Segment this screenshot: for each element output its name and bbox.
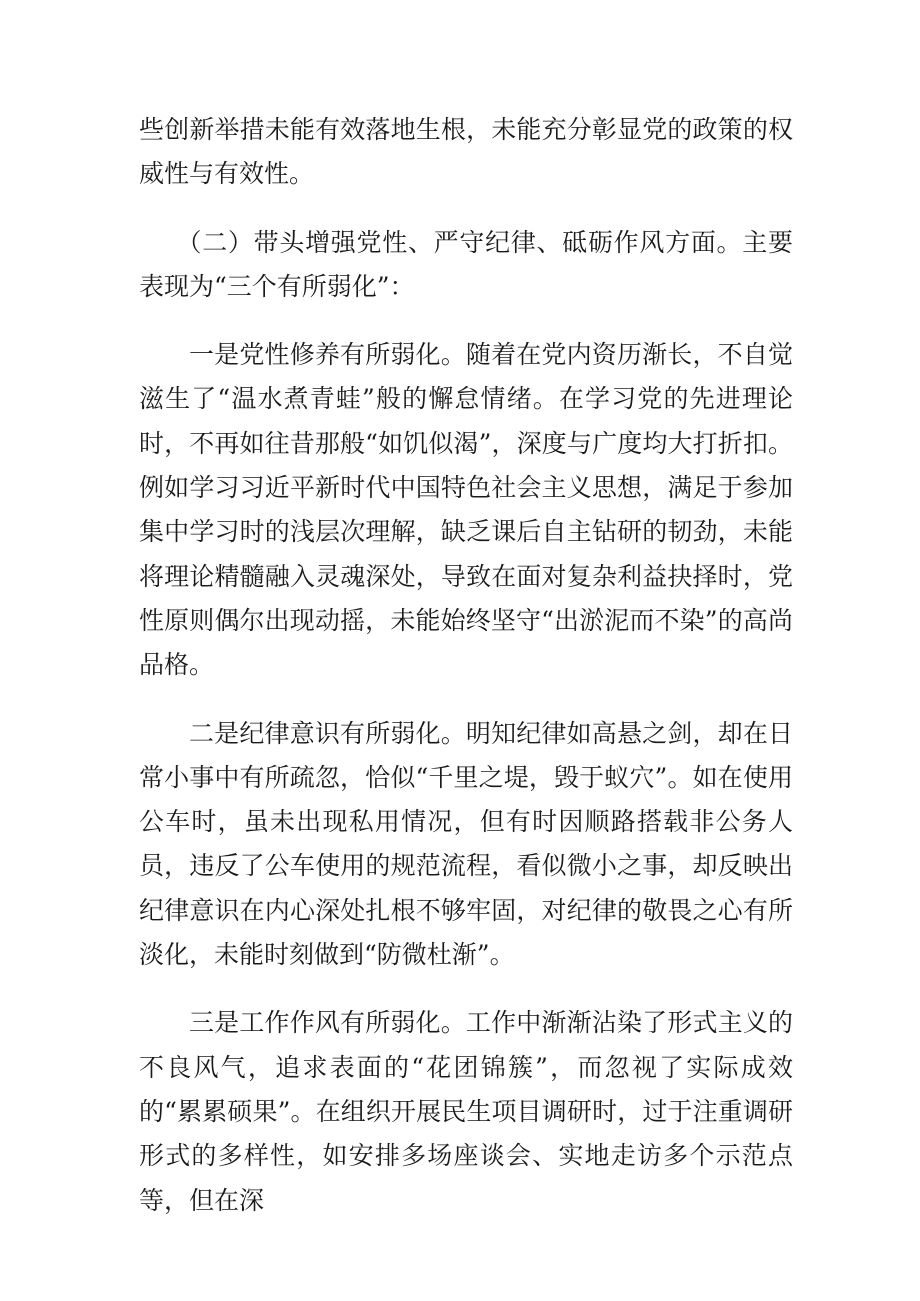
- section-heading: （二）带头增强党性、严守纪律、砥砺作风方面。主要表现为“三个有所弱化”：: [139, 227, 793, 301]
- paragraph-point-three: 三是工作作风有所弱化。工作中渐渐沾染了形式主义的不良风气，追求表面的“花团锦簇”，而忽视了实际成效的“累累硕果”。在组织开展民生项目调研时，过于注重调研形式的多样性，如安排多场座谈会、实地走访多个示范点等，但在深: [139, 1008, 793, 1215]
- document-body: [139, 108, 793, 1247]
- paragraph-continuation: 些创新举措未能有效落地生根，未能充分彰显党的政策的权威性与有效性。: [139, 115, 793, 189]
- paragraph-point-one: 一是党性修养有所弱化。随着在党内资历渐长，不自觉滋生了“温水煮青蛙”般的懈怠情绪。在学习党的先进理论时，不再如往昔那般“如饥似渴”，深度与广度均大打折扣。例如学习习近平新时代中国特色社会主义思想，满足于参加集中学习时的浅层次理解，缺乏课后自主钻研的韧劲，未能将理论精髓融入灵魂深处，导致在面对复杂利益抉择时，党性原则偶尔出现动摇，未能始终坚守“出淤泥而不染”的高尚品格。: [139, 340, 793, 680]
- paragraph-point-two: 二是纪律意识有所弱化。明知纪律如高悬之剑，却在日常小事中有所疏忽，恰似“千里之堤，毁于蚁穴”。如在使用公车时，虽未出现私用情况，但有时因顺路搭载非公务人员，违反了公车使用的规范流程，看似微小之事，却反映出纪律意识在内心深处扎根不够牢固，对纪律的敬畏之心有所淡化，未能时刻做到“防微杜渐”。: [139, 718, 793, 970]
